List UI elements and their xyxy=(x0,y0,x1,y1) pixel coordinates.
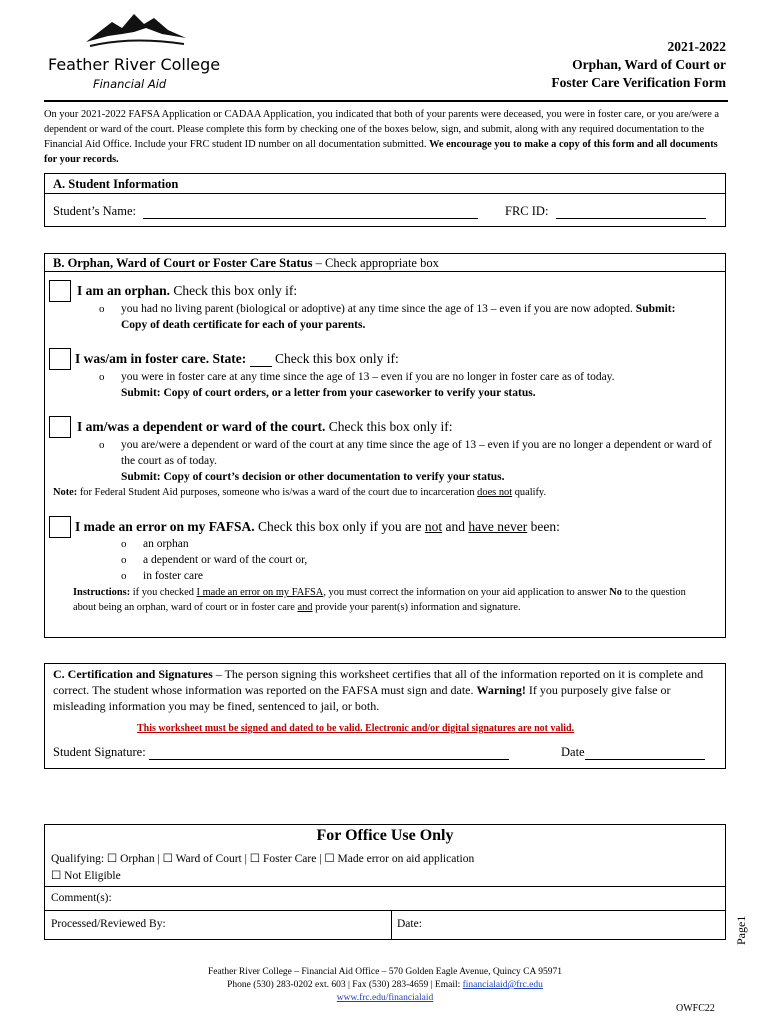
error-instructions: Instructions: if you checked I made an error on my FAFSA, you must correct the information on your aid application to answer No to the question about being an orphan, ward of court or in foster care and provide your parent(s) information and signature. xyxy=(73,587,686,613)
website-link[interactable]: www.frc.edu/financialaid xyxy=(336,993,434,1003)
orphan-submit: Submit: Copy of death certificate for each of your parents. xyxy=(121,303,676,331)
orphan-title: I am an orphan. xyxy=(77,283,171,298)
error-item: a dependent or ward of the court or, xyxy=(143,554,308,566)
foster-submit: Submit: Copy of court orders, or a letter from your caseworker to verify your status. xyxy=(121,387,536,399)
ward-of-court-checkbox[interactable] xyxy=(49,416,71,438)
college-name: Feather River College xyxy=(48,55,221,74)
fafsa-error-checkbox[interactable] xyxy=(49,516,71,538)
section-a-heading: A. Student Information xyxy=(53,177,179,191)
student-name-field[interactable] xyxy=(143,206,478,219)
frc-id-label: FRC ID: xyxy=(505,204,549,218)
certification-text: C. Certification and Signatures – The person signing this worksheet certifies that all of the information reported on it is complete and correct. The student whose information was reported on the FAFSA must sign and date. Warning! If you purposely give false or misleading information you may be fined, sentenced to jail, or both. xyxy=(53,667,704,713)
error-title: I made an error on my FAFSA. xyxy=(75,519,255,534)
office-date-label: Date: xyxy=(397,918,422,930)
ward-title: I am/was a dependent or ward of the court. xyxy=(77,419,326,434)
not-eligible-option: ☐ Not Eligible xyxy=(51,870,121,882)
section-b-box: B. Orphan, Ward of Court or Foster Care Status – Check appropriate box I am an orphan. Check this box only if: o you had no living parent (biological or adoptive) at any time since the age of 13 – even if you are now adopted. Submit: Copy of death certificate for each of your parents. I was/am in foster care. State: Check this box only if: o you were in foster care at any time since the age of 13 – even if you are no longer in foster care as of today. Submit: Copy of court orders, or a letter from your caseworker to verify your status. I am/was a dependent or ward of the court. Check this box only if: o you are/were a dependent or ward of the court at any time since the age of 13 – even if you are no longer a dependent or ward of the court as of today. Submit: Copy of court’s decision or other documentation to verify your status. Note: for Federal Student Aid purposes, someone who is/was a ward of the court due to incarceration does not qualify. I made an error on my FAFSA. Check this box only if you are not and have never been: o an orphan o a dependent or ward of the court or, o in foster care Instructions: if you checked I made an error on my FAFSA, you must correct the information on your aid application to answer No to the question about being an orphan, ward of court or in foster care and provide your parent(s) information and signature. xyxy=(44,253,726,638)
foster-criteria: you were in foster care at any time since the age of 13 – even if you are no longer in foster care as of today. xyxy=(121,371,615,383)
frc-id-field[interactable] xyxy=(556,206,706,219)
foster-state-field[interactable] xyxy=(250,354,272,367)
form-title: 2021-2022 Orphan, Ward of Court or Foster Care Verification Form xyxy=(551,39,726,90)
comments-label: Comment(s): xyxy=(51,892,112,904)
processed-by-label: Processed/Reviewed By: xyxy=(51,918,166,930)
ward-criteria: you are/were a dependent or ward of the court at any time since the age of 13 – even if you are no longer a dependent or ward of the court as of today. xyxy=(121,439,712,467)
office-use-box xyxy=(44,824,726,940)
department-name: Financial Aid xyxy=(93,77,167,91)
qualifying-options: Qualifying: ☐ Orphan | ☐ Ward of Court | ☐ Foster Care | ☐ Made error on aid application xyxy=(51,853,475,865)
intro-paragraph: On your 2021-2022 FAFSA Application or CADAA Application, you indicated that both of your parents were deceased, you were in foster care, or you are/were a dependent or ward of the court. Please complete this form by checking one of the boxes below, sign, and submit, along with any required documentation to the Financial Aid Office. Include your FRC student ID number on all documentation submitted. We encourage you to make a copy of this form and all documents for your records. xyxy=(44,109,720,165)
office-use-title: For Office Use Only xyxy=(316,827,454,844)
ward-note: Note: for Federal Student Aid purposes, someone who is/was a ward of the court due to incarceration does not qualify. xyxy=(53,487,547,498)
page-number: Page1 xyxy=(734,915,748,945)
validity-warning: This worksheet must be signed and dated to be valid. Electronic and/or digital signatures are not valid. xyxy=(137,723,575,734)
error-item: an orphan xyxy=(143,538,189,550)
orphan-checkbox[interactable] xyxy=(49,280,71,302)
form-code: OWFC22 xyxy=(676,1003,715,1014)
signature-field[interactable] xyxy=(149,747,509,760)
footer: Feather River College – Financial Aid Office – 570 Golden Eagle Avenue, Quincy CA 95971 Phone (530) 283-0202 ext. 603 | Fax (530) 283-4659 | Email: financialaid@frc.edu www.frc.edu/financialaid xyxy=(150,966,620,1005)
mountain-logo-icon xyxy=(82,8,192,48)
error-item: in foster care xyxy=(143,570,204,582)
ward-submit: Submit: Copy of court’s decision or other documentation to verify your status. xyxy=(121,471,505,483)
email-link[interactable]: financialaid@frc.edu xyxy=(462,980,543,990)
date-label: Date xyxy=(561,745,585,759)
orphan-criteria: you had no living parent (biological or adoptive) at any time since the age of 13 – even if you are now adopted. xyxy=(121,303,633,315)
header-rule xyxy=(44,100,728,102)
foster-title: I was/am in foster care. State: xyxy=(75,351,247,366)
signature-label: Student Signature: xyxy=(53,745,146,759)
date-field[interactable] xyxy=(585,747,705,760)
foster-care-checkbox[interactable] xyxy=(49,348,71,370)
section-c-box xyxy=(44,663,726,769)
student-name-label: Student’s Name: xyxy=(53,204,136,218)
section-b-heading: B. Orphan, Ward of Court or Foster Care Status – Check appropriate box xyxy=(53,256,439,270)
section-a-box xyxy=(44,173,726,227)
